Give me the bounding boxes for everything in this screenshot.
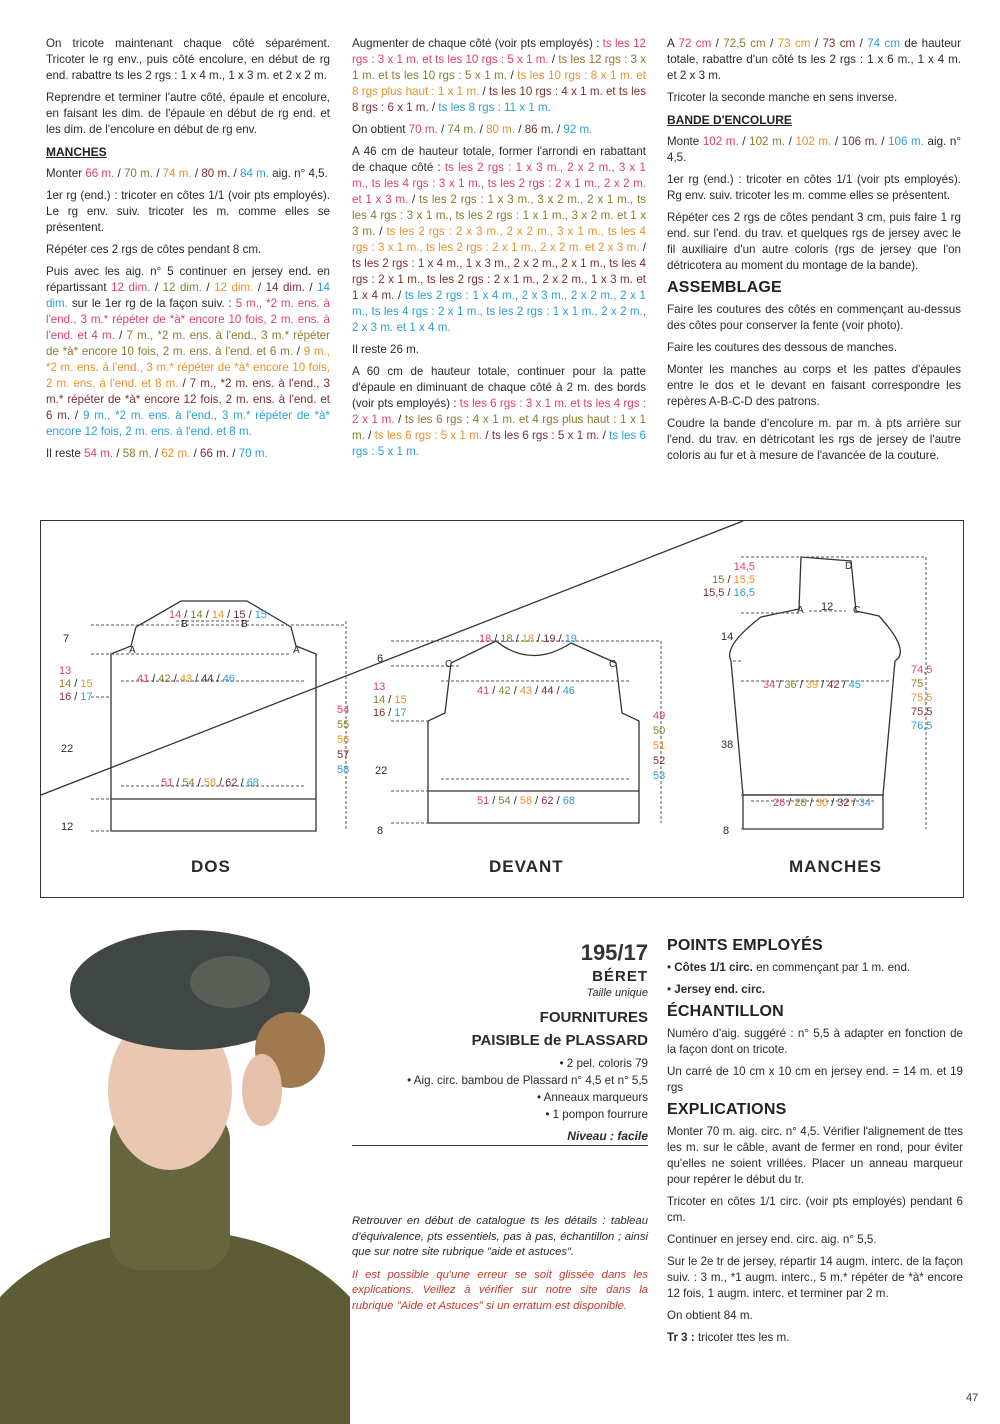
difficulty-level: Niveau : facile xyxy=(352,1129,648,1146)
manches-cap-mid: 14 xyxy=(721,631,734,643)
section-title-assemblage: ASSEMBLAGE xyxy=(667,279,782,296)
supply-item: • 2 pel. coloris 79 xyxy=(559,1057,648,1070)
section-title-explications: EXPLICATIONS xyxy=(667,1101,787,1118)
paragraph: Coudre la bande d'encolure m. par m. à pts arrière sur l'end. du trav. en détricotant les rgs de jersey de l'autre coloris au fur et à mesure de l'avancée de la couture. xyxy=(667,417,961,462)
paragraph: Monter 70 m. aig. circ. n° 4,5. Vérifier l'alignement de ttes les m. sur le câble, avant de fermer en rond, pour éviter qu'elles ne soient vrillées. Placer un anneau marqueur pour repérer le début du tr. xyxy=(667,1125,963,1186)
paragraph: 1er rg (end.) : tricoter en côtes 1/1 (voir pts employés). Rg env. suiv. tricoter les m. comme elles se présentent. xyxy=(667,173,961,202)
paragraph-reste: Il reste 54 m. / 58 m. / 62 m. / 66 m. / 70 m. xyxy=(46,447,268,460)
devant-h-rib: 8 xyxy=(377,825,384,837)
paragraph-monte: Monte 102 m. / 102 m. / 102 m. / 106 m. / 106 m. aig. n° 4,5. xyxy=(667,135,961,164)
manches-point-d: D xyxy=(845,561,853,572)
section-title-points: POINTS EMPLOYÉS xyxy=(667,937,823,954)
paragraph-monter: Monter 66 m. / 70 m. / 74 m. / 80 m. / 84 m. aig. n° 4,5. xyxy=(46,167,328,180)
paragraph: Il reste 26 m. xyxy=(352,343,420,356)
paragraph: Faire les coutures des dessous de manches. xyxy=(667,341,898,354)
beret-info xyxy=(352,940,648,1146)
paragraph-hauteur: A 72 cm / 72,5 cm / 73 cm / 73 cm / 74 cm de hauteur totale, rabattre d'un côté ts les 2 rgs : 1 x 6 m., 1 x 4 m. et 2 x 3 m. xyxy=(667,37,961,82)
devant-top-width: 18 / 18 / 18 / 19 / 19 xyxy=(479,633,577,645)
text-column-1 xyxy=(46,36,330,468)
devant-h-total: 49 50 51 52 53 xyxy=(653,710,666,782)
pattern-diagram xyxy=(40,520,964,898)
manches-point-a: A xyxy=(797,605,804,616)
paragraph: Reprendre et terminer l'autre côté, épaule et encolure, en faisant les dim. de l'épaule en début de rg end. et les dim. de l'encolure en début de rg env. xyxy=(46,91,330,136)
paragraph: Sur le 2e tr de jersey, répartir 14 augm. interc. de la façon suiv. : 3 m., *1 augm. interc., 5 m.* répéter de *à* encore 12 fois, 1 augm. interc. et terminer par 2 m. xyxy=(667,1255,963,1300)
dos-h-body: 22 xyxy=(61,743,74,755)
paragraph-patte: A 60 cm de hauteur totale, continuer pour la patte d'épaule en diminuant de chaque côté à 2 m. des bords (voir pts employés) : ts les 6 rgs : 3 x 1 m. et ts les 4 rgs : 2 x 1 m. / ts les 6 rgs : 4 x 1 m. et 4 rgs plus haut : 1 x 1 m. / ts les 6 rgs : 5 x 1 m. / ts les 6 rgs : 5 x 1 m. / ts les 6 rgs : 5 x 1 m. xyxy=(352,365,647,458)
page-number: 47 xyxy=(966,1392,979,1404)
paragraph: Tricoter la seconde manche en sens inverse. xyxy=(667,91,898,104)
paragraph-repartition: Puis avec les aig. n° 5 continuer en jersey end. en répartissant 12 dim. / 12 dim. / 12 dim. / 14 dim. / 14 dim. sur le 1er rg de la façon suiv. : 5 m., *2 m. ens. à l'end., 3 m.* répéter de *à* encore 10 fois, 2 m. ens. à l'end. et 4 m. / 7 m., *2 m. ens. à l'end., 3 m.* répéter de *à* encore 10 fois, 2 m. ens. à l'end. et 6 m. / 9 m., *2 m. ens. à l'end., 3 m.* répéter de *à* encore 10 fois, 2 m. ens. à l'end. et 8 m. / 7 m., *2 m. ens. à l'end., 3 m.* répéter de *à* encore 12 fois, 2 m. ens. à l'end. et 6 m. / 9 m., *2 m. ens. à l'end., 3 m.* répéter de *à* encore 12 fois, 2 m. ens. à l'end. et 8 m. xyxy=(46,265,330,438)
manches-point-c: C xyxy=(853,605,861,616)
text-column-2 xyxy=(352,36,646,466)
manches-strap-width: 12 xyxy=(821,601,834,613)
paragraph: On tricote maintenant chaque côté séparément. Tricoter le rg env., puis côté encolure, en début de rg end. rabattre ts les 2 rgs : 1 x 4 m., 1 x 3 m. et 2 x 2 m. xyxy=(46,37,330,82)
dos-point-a: A xyxy=(129,645,136,656)
devant-h-body: 22 xyxy=(375,765,388,777)
text-column-4 xyxy=(667,932,963,1352)
devant-point-c-right: C xyxy=(609,659,617,670)
supply-item: • Anneaux marqueurs xyxy=(536,1091,648,1104)
pattern-reference: 195/17 xyxy=(580,940,648,965)
paragraph: 1er rg (end.) : tricoter en côtes 1/1 (voir pts employés). Le rg env. suiv. tricoter les m. comme elles se présentent. xyxy=(46,189,330,234)
supply-item: • Aig. circ. bambou de Plassard n° 4,5 et n° 5,5 xyxy=(407,1074,648,1087)
pattern-schematic xyxy=(41,521,963,897)
section-title-echantillon: ÉCHANTILLON xyxy=(667,1003,784,1020)
dos-point-b: B xyxy=(181,619,188,630)
point-item: • Jersey end. circ. xyxy=(667,983,766,996)
catalogue-note xyxy=(352,1214,648,1321)
devant-label: DEVANT xyxy=(489,857,564,876)
supply-item: • 1 pompon fourrure xyxy=(545,1108,648,1121)
dos-outline xyxy=(111,601,316,831)
manches-label: MANCHES xyxy=(789,857,882,876)
devant-mid-width: 41 / 42 / 43 / 44 / 46 xyxy=(477,685,575,697)
manches-bottom-width: 26 / 28 / 30 / 32 / 34 xyxy=(773,797,871,809)
section-title-bande: BANDE D'ENCOLURE xyxy=(667,113,792,127)
note-details: Retrouver en début de catalogue ts les détails : tableau d'équivalence, pts essentiels, pas à pas, échantillon ; ainsi que sur notre site rubrique "aide et astuces". xyxy=(352,1215,648,1258)
manches-h-rib: 8 xyxy=(723,825,730,837)
dos-point-a-right: A xyxy=(293,645,300,656)
note-erratum: Il est possible qu'une erreur se soit glissée dans les explications. Veillez à vérifier sur notre site dans la rubrique "Aide et Astuces" si un erratum est disponible. xyxy=(352,1268,648,1312)
paragraph: Un carré de 10 cm x 10 cm en jersey end. = 14 m. et 19 rgs xyxy=(667,1065,963,1094)
paragraph: Faire les coutures des côtés en commençant au-dessus des côtes pour conserver la fente (voir photo). xyxy=(667,303,961,332)
manches-h-total: 74,5 75 75,5 75,5 76,5 xyxy=(911,664,933,732)
devant-point-c: C xyxy=(445,659,453,670)
devant-h-arm: 13 14 / 15 16 / 17 xyxy=(373,681,407,719)
paragraph-augmenter: Augmenter de chaque côté (voir pts employés) : ts les 12 rgs : 3 x 1 m. et ts les 10 rgs : 5 x 1 m. / ts les 12 rgs : 3 x 1 m. et ts les 10 rgs : 5 x 1 m. / ts les 10 rgs : 8 x 1 m. et 8 rgs plus haut : 1 x 1 m. / ts les 10 rgs : 4 x 1 m. et ts les 8 rgs : 6 x 1 m. / ts les 8 rgs : 11 x 1 m. xyxy=(352,37,647,114)
dos-point-b-right: B xyxy=(241,619,248,630)
paragraph: Tricoter en côtes 1/1 circ. (voir pts employés) pendant 6 cm. xyxy=(667,1195,963,1224)
paragraph-obtient: On obtient 70 m. / 74 m. / 80 m. / 86 m. / 92 m. xyxy=(352,123,593,136)
manches-cap-height: 14,5 15 / 15,5 15,5 / 16,5 xyxy=(702,561,755,599)
paragraph: Répéter ces 2 rgs de côtes pendant 3 cm, puis faire 1 rg end. sur l'end. du trav. et quelques rgs de jersey avec le fil auxiliaire d'un autre coloris (rgs de jersey que l'on détricotera au moment du montage de la bande). xyxy=(667,211,961,272)
paragraph: Monter les manches au corps et les pattes d'épaules entre le dos et le devant en faisant correspondre les repères A-B-C-D des patrons. xyxy=(667,363,961,408)
text-column-3 xyxy=(667,36,961,470)
dos-label: DOS xyxy=(191,857,231,876)
section-title-manches: MANCHES xyxy=(46,145,107,159)
manches-h-body: 38 xyxy=(721,739,734,751)
paragraph-arrondi: A 46 cm de hauteur totale, former l'arrondi en rabattant de chaque côté : ts les 2 rgs : 1 x 3 m., 2 x 2 m., 3 x 1 m., ts les 4 rgs : 3 x 1 m., ts les 2 rgs : 2 x 1 m., 2 x 2 m. et 1 x 3 m. / ts les 2 rgs : 1 x 3 m., 3 x 2 m., 2 x 1 m., ts les 4 rgs : 3 x 1 m., ts les 2 rgs : 1 x 1 m., 3 x 2 m. et 1 x 3 m. / ts les 2 rgs : 2 x 3 m., 2 x 2 m., 3 x 1 m., ts les 4 rgs : 3 x 1 m., ts les 2 rgs : 2 x 1 m., 2 x 2 m. et 2 x 3 m. / ts les 2 rgs : 1 x 4 m., 1 x 3 m., 2 x 2 m., 2 x 1 m., ts les 4 rgs : 2 x 1 m., ts les 2 rgs : 2 x 1 m., 2 x 2 m., 1 x 3 m. et 1 x 4 m. / ts les 2 rgs : 1 x 4 m., 2 x 3 m., 2 x 2 m., 2 x 1 m., ts les 4 rgs : 2 x 1 m., ts les 2 rgs : 1 x 1 m., 2 x 2 m., 2 x 3 m. et 1 x 4 m. xyxy=(352,145,646,334)
dos-top-width: 14 / 14 / 14 / 15 / 15 xyxy=(169,609,267,621)
dos-h-arm: 13 14 / 15 16 / 17 xyxy=(59,665,93,703)
dos-h-rib: 12 xyxy=(61,821,74,833)
model-photo xyxy=(0,910,350,1424)
paragraph: On obtient 84 m. xyxy=(667,1309,753,1322)
manches-top-width: 34 / 36 / 39 / 42 / 45 xyxy=(763,679,861,691)
dos-h-top: 7 xyxy=(63,633,70,645)
supplies-title: FOURNITURES xyxy=(539,1009,648,1026)
devant-h-top: 6 xyxy=(377,653,384,665)
devant-bottom-width: 51 / 54 / 58 / 62 / 68 xyxy=(477,795,575,807)
pattern-size: Taille unique xyxy=(586,987,648,999)
dos-mid-width: 41 / 42 / 43 / 44 / 46 xyxy=(137,673,235,685)
point-item: • Côtes 1/1 circ. en commençant par 1 m. end. xyxy=(667,961,911,974)
paragraph: Répéter ces 2 rgs de côtes pendant 8 cm. xyxy=(46,243,262,256)
dos-bottom-width: 51 / 54 / 58 / 62 / 68 xyxy=(161,777,259,789)
dos-h-total: 54 55 56 57 58 xyxy=(337,704,350,776)
paragraph: Tr 3 : tricoter ttes les m. xyxy=(667,1331,790,1344)
pattern-title: BÉRET xyxy=(592,968,648,985)
paragraph: Continuer en jersey end. circ. aig. n° 5,5. xyxy=(667,1233,877,1246)
paragraph: Numéro d'aig. suggéré : n° 5,5 à adapter en fonction de la façon dont on tricote. xyxy=(667,1027,963,1056)
yarn-brand: PAISIBLE de PLASSARD xyxy=(471,1032,648,1049)
